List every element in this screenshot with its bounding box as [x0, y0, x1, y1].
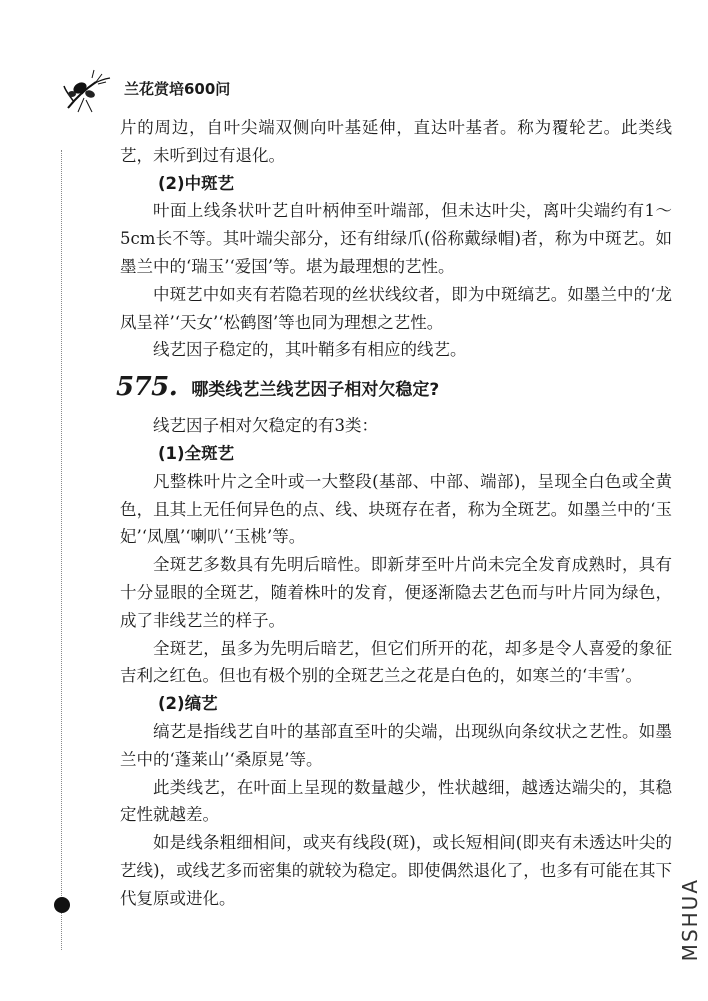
- paragraph-continued: 片的周边，自叶尖端双侧向叶基延伸，直达叶基者。称为覆轮艺。此类线艺，未听到过有退化。: [120, 118, 672, 165]
- paragraph: 如是线条粗细相间，或夹有线段(斑)，或长短相间(即夹有未透达叶尖的艺线)，或线艺多而密集的就较为稳定。即使偶然退化了，也多有可能在其下代复原或进化。: [120, 833, 672, 908]
- margin-guide-line: [61, 150, 62, 950]
- paragraph: 全斑艺，虽多为先明后暗艺，但它们所开的花，却多是令人喜爱的象征吉利之红色。但也有极个别的全斑艺兰之花是白色的，如寒兰的‘丰雪’。: [120, 638, 672, 686]
- question-heading: [116, 372, 672, 402]
- paragraph: 凡整株叶片之全叶或一大整段(基部、中部、端部)，呈现全白色或全黄色，且其上无任何异色的点、线、块斑存在者，称为全斑艺。如墨兰中的‘玉妃’‘凤凰’‘喇叭’‘玉桃’等。: [120, 471, 672, 547]
- margin-bullet: [54, 897, 70, 913]
- subheading-full-stripe: (1)全斑艺: [158, 443, 235, 463]
- question-title: 哪类线艺兰线艺因子相对欠稳定?: [191, 380, 440, 401]
- running-header: [62, 68, 662, 108]
- paragraph: 中斑艺中如夹有若隐若现的丝状线纹者，即为中斑缟艺。如墨兰中的‘龙凤呈祥’‘天女’‘松鹤图’等也同为理想之艺性。: [120, 284, 672, 332]
- header-title: 兰花赏培600问: [124, 80, 231, 98]
- subheading-stripe: (2)缟艺: [158, 694, 218, 714]
- paragraph: 此类线艺，在叶面上呈现的数量越少，性状越细，越透达端尖的，其稳定性就越差。: [120, 777, 672, 825]
- paragraph: 线艺因子稳定的，其叶鞘多有相应的线艺。: [153, 340, 467, 360]
- watermark: MSHUA: [678, 877, 702, 961]
- paragraph: 线艺因子相对欠稳定的有3类：: [153, 416, 378, 436]
- question-number: 575.: [116, 372, 178, 403]
- page-body: [116, 114, 672, 913]
- subheading-center-stripe: (2)中斑艺: [158, 173, 235, 193]
- paragraph: 缟艺是指线艺自叶的基部直至叶的尖端，出现纵向条纹状之艺性。如墨兰中的‘蓬莱山’‘桑原晃’等。: [120, 721, 672, 769]
- paragraph: 叶面上线条状叶艺自叶柄伸至叶端部，但未达叶尖，离叶尖端约有1～5cm长不等。其叶端尖部分，还有绀绿爪(俗称戴绿帽)者，称为中斑艺。如墨兰中的‘瑞玉’‘爱国’等。堪为最理想的艺性。: [120, 201, 672, 276]
- orchid-sprig-icon: [62, 68, 114, 116]
- paragraph: 全斑艺多数具有先明后暗性。即新芽至叶片尚未完全发育成熟时，具有十分显眼的全斑艺，随着株叶的发育，便逐渐隐去艺色而与叶片同为绿色，成了非线艺兰的样子。: [120, 555, 672, 630]
